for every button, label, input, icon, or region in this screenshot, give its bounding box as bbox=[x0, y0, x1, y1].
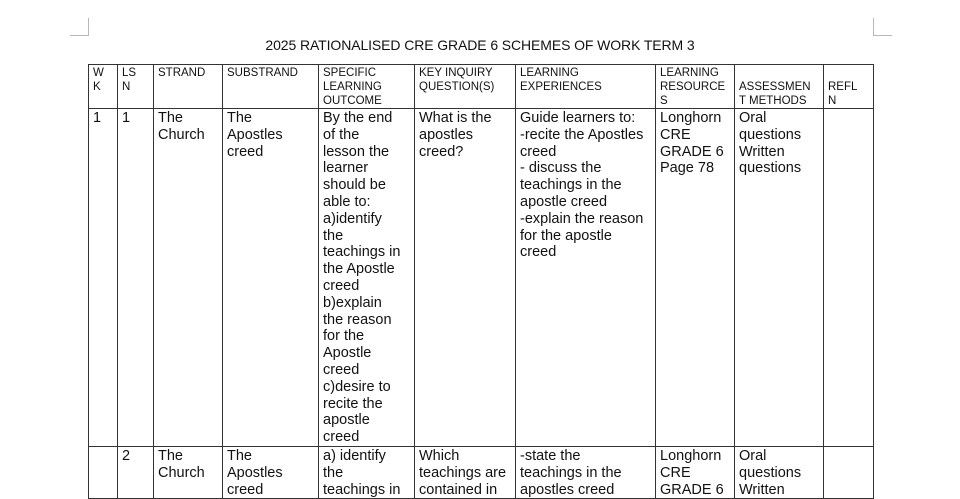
cell-text-line: b)explain bbox=[323, 294, 382, 311]
cell-text-line: creed? bbox=[419, 143, 464, 160]
cell-text-line: apostle creed bbox=[520, 193, 608, 210]
cell-strand bbox=[154, 109, 223, 447]
cell-week bbox=[89, 109, 118, 447]
cell-text-line: CRE bbox=[660, 126, 691, 143]
cell-text-line: SUBSTRAND bbox=[227, 67, 298, 79]
cell-text-line: CRE bbox=[660, 464, 691, 481]
cell-assessment-methods bbox=[735, 446, 824, 498]
cell-text-line: creed bbox=[520, 244, 557, 261]
cell-text-line: questions bbox=[739, 464, 802, 481]
cell-text-line: EXPERIENCES bbox=[520, 81, 602, 93]
cell-strand bbox=[154, 446, 223, 498]
cell-text-line: apostles creed bbox=[520, 481, 615, 498]
cell-text-line: recite the bbox=[323, 395, 383, 412]
cell-text-line: teachings are bbox=[419, 464, 507, 481]
cell-text-line: the Apostle bbox=[323, 261, 395, 278]
cell-text-line: LEARNING bbox=[660, 67, 719, 79]
cell-text-line: The bbox=[227, 447, 252, 464]
table-row bbox=[89, 109, 874, 447]
cell-text-line: LEARNING bbox=[323, 81, 382, 93]
cell-text-line: Church bbox=[158, 464, 205, 481]
cell-text-line: Apostles bbox=[227, 464, 283, 481]
cell-text-line: the bbox=[323, 227, 344, 244]
cell-text-line: the bbox=[323, 464, 344, 481]
cell-text-line: apostles bbox=[419, 126, 474, 143]
cell-text-line: questions bbox=[739, 160, 802, 177]
cell-substrand bbox=[223, 109, 319, 447]
cell-lesson bbox=[118, 446, 154, 498]
cell-text-line: GRADE 6 bbox=[660, 481, 724, 498]
cell-text-line: a) identify bbox=[323, 447, 386, 464]
cell-text-line: for the bbox=[323, 328, 365, 345]
cell-text-line: learner bbox=[323, 160, 369, 177]
table-header-row bbox=[89, 65, 874, 109]
table-row bbox=[89, 446, 874, 498]
cell-text-line: K bbox=[93, 81, 101, 93]
cell-text-line: T METHODS bbox=[739, 95, 807, 107]
cell-text-line: Guide learners to: bbox=[520, 110, 636, 126]
cell-text-line: N bbox=[122, 81, 131, 93]
header-reflection bbox=[824, 65, 874, 109]
cell-text-line: 1 bbox=[122, 110, 131, 126]
cell-text-line: REFL bbox=[828, 81, 858, 93]
header-specific-learning-outcome bbox=[319, 65, 415, 109]
header-lesson bbox=[118, 65, 154, 109]
cell-text-line: N bbox=[828, 95, 837, 107]
cell-assessment-methods bbox=[735, 109, 824, 447]
cell-text-line: STRAND bbox=[158, 67, 206, 79]
header-key-inquiry-question bbox=[415, 65, 516, 109]
cell-text-line: SPECIFIC bbox=[323, 67, 377, 79]
cell-reflection bbox=[824, 109, 874, 447]
cell-text-line: LEARNING bbox=[520, 67, 579, 79]
cell-text-line: What is the bbox=[419, 110, 492, 126]
cell-text-line: apostle bbox=[323, 412, 370, 429]
header-learning-resources bbox=[656, 65, 735, 109]
cell-text-line: creed bbox=[227, 143, 264, 160]
cell-text-line: teachings in the bbox=[520, 177, 622, 194]
cell-text-line: the reason bbox=[323, 311, 392, 328]
cell-text-line: KEY INQUIRY bbox=[419, 67, 493, 79]
header-assessment-methods bbox=[735, 65, 824, 109]
schemes-of-work-table bbox=[88, 64, 874, 499]
cell-learning-resources bbox=[656, 446, 735, 498]
cell-text-line: Oral bbox=[739, 447, 767, 464]
header-substrand bbox=[223, 65, 319, 109]
cell-reflection bbox=[824, 446, 874, 498]
cell-text-line: -recite the Apostles bbox=[520, 126, 644, 143]
cell-text-line: Page 78 bbox=[660, 160, 715, 177]
header-strand bbox=[154, 65, 223, 109]
cell-lesson bbox=[118, 109, 154, 447]
cell-learning-experiences bbox=[516, 109, 656, 447]
cell-text-line: The bbox=[227, 110, 252, 126]
margin-corner-mark-right bbox=[873, 18, 892, 36]
cell-text-line: creed bbox=[227, 481, 264, 498]
cell-text-line: teachings in bbox=[323, 481, 401, 498]
cell-text-line: c)desire to bbox=[323, 378, 391, 395]
cell-text-line: GRADE 6 bbox=[660, 143, 724, 160]
cell-text-line: Oral bbox=[739, 110, 767, 126]
cell-text-line: Apostle bbox=[323, 345, 372, 362]
cell-text-line: OUTCOME bbox=[323, 95, 382, 107]
cell-text-line: -explain the reason bbox=[520, 210, 644, 227]
cell-learning-resources bbox=[656, 109, 735, 447]
cell-text-line: able to: bbox=[323, 193, 371, 210]
cell-week bbox=[89, 446, 118, 498]
cell-text-line: The bbox=[158, 447, 183, 464]
cell-text-line: Written bbox=[739, 143, 785, 160]
cell-text-line: The bbox=[158, 110, 183, 126]
cell-text-line: Longhorn bbox=[660, 447, 722, 464]
cell-specific-learning-outcome bbox=[319, 109, 415, 447]
cell-text-line: - discuss the bbox=[520, 160, 602, 177]
cell-text-line: Church bbox=[158, 126, 205, 143]
cell-text-line: contained in bbox=[419, 481, 498, 498]
cell-text-line: for the apostle bbox=[520, 227, 612, 244]
cell-text-line: teachings in the bbox=[520, 464, 622, 481]
header-learning-experiences bbox=[516, 65, 656, 109]
cell-text-line: Longhorn bbox=[660, 110, 722, 126]
cell-specific-learning-outcome bbox=[319, 446, 415, 498]
cell-text-line: W bbox=[93, 67, 104, 79]
cell-text-line: a)identify bbox=[323, 210, 382, 227]
header-week bbox=[89, 65, 118, 109]
cell-text-line: lesson the bbox=[323, 143, 390, 160]
margin-corner-mark-left bbox=[70, 18, 89, 36]
cell-text-line: LS bbox=[122, 67, 137, 79]
cell-text-line: teachings in bbox=[323, 244, 401, 261]
cell-text-line: should be bbox=[323, 177, 386, 194]
cell-text-line: creed bbox=[520, 143, 557, 160]
cell-text-line: creed bbox=[323, 429, 360, 446]
cell-learning-experiences bbox=[516, 446, 656, 498]
cell-text-line: RESOURCE bbox=[660, 81, 726, 93]
cell-text-line: Which bbox=[419, 447, 460, 464]
cell-key-inquiry-question bbox=[415, 446, 516, 498]
cell-text-line: ASSESSMEN bbox=[739, 81, 811, 93]
cell-text-line: S bbox=[660, 95, 668, 107]
cell-text-line: of the bbox=[323, 126, 360, 143]
cell-text-line: -state the bbox=[520, 447, 581, 464]
cell-text-line: 2 bbox=[122, 447, 131, 464]
cell-text-line: Written bbox=[739, 481, 785, 498]
cell-text-line: Apostles bbox=[227, 126, 283, 143]
cell-text-line: QUESTION(S) bbox=[419, 81, 495, 93]
document-title: 2025 RATIONALISED CRE GRADE 6 SCHEMES OF WORK TERM 3 bbox=[265, 37, 695, 53]
cell-text-line: 1 bbox=[93, 110, 102, 126]
cell-text-line: questions bbox=[739, 126, 802, 143]
cell-key-inquiry-question bbox=[415, 109, 516, 447]
cell-text-line: creed bbox=[323, 361, 360, 378]
cell-text-line: creed bbox=[323, 277, 360, 294]
cell-substrand bbox=[223, 446, 319, 498]
cell-text-line: By the end bbox=[323, 110, 393, 126]
